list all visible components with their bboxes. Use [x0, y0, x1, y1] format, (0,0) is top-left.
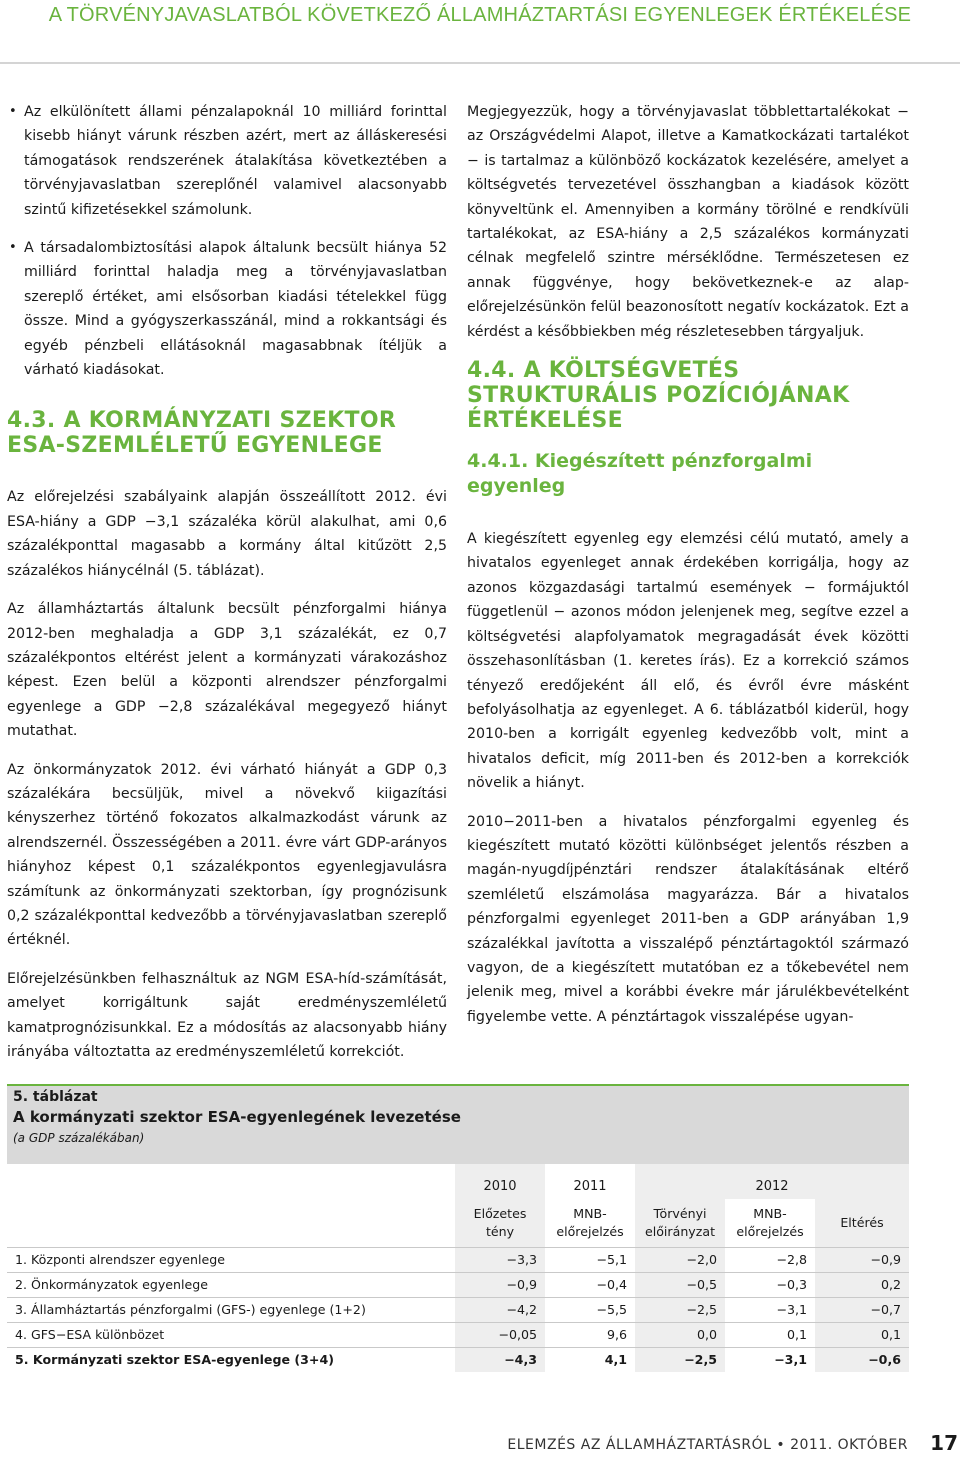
column-header: Törvényi előirányzat: [635, 1199, 725, 1247]
table-title: A kormányzati szektor ESA-egyenlegének levezetése: [13, 1108, 461, 1126]
year-header: 2010: [455, 1164, 545, 1199]
bullet-list: [7, 100, 447, 382]
row-label: 1. Központi alrendszer egyenlege: [7, 1247, 455, 1272]
year-header: 2011: [573, 1179, 607, 1194]
cell: −4,3: [455, 1347, 545, 1372]
column-header: MNB-előrejelzés: [556, 1205, 624, 1239]
cell: −2,5: [635, 1347, 725, 1372]
cell: −0,4: [545, 1272, 635, 1297]
cell: 9,6: [545, 1322, 635, 1347]
cell: −0,9: [455, 1272, 545, 1297]
year-header: 2012: [635, 1164, 909, 1199]
table-top-rule: [7, 1084, 909, 1086]
running-header: A TÖRVÉNYJAVASLATBÓL KÖVETKEZŐ ÁLLAMHÁZTARTÁSI EGYENLEGEK ÉRTÉKELÉSE: [48, 4, 912, 26]
cell: −0,5: [635, 1272, 725, 1297]
table-row: [7, 1272, 909, 1297]
cell: −3,3: [455, 1247, 545, 1272]
cell: −2,5: [635, 1297, 725, 1322]
cell: 0,1: [815, 1322, 909, 1347]
table-row: [7, 1247, 909, 1272]
paragraph: Megjegyezzük, hogy a törvényjavaslat többlettartalékokat − az Országvédelmi Alapot, illetve a Kamatkockázati tartalékot − is tartalmaz a különböző kockázatok kezelésére, amelyet a költségvetés tervezetével összhangban a kiadások között könyveltünk el. Amennyiben a kormány törölné e rendkívüli tartalékokat, az ESA-hiány a 2,5 százalékos kormányzati célnak megfelelő szintre mérséklődne. Természetesen ez annak függvénye, hogy bekövetkeznek-e az alap-előrejelzésünkön felül beazonosított negatív kockázatok. Ezt a kérdést a későbbiekben még részletesebben tárgyaljuk.: [467, 104, 909, 340]
year-header-row: [7, 1164, 909, 1199]
left-column: [7, 100, 447, 1078]
table-caption: [7, 1084, 909, 1164]
data-table: [7, 1164, 909, 1372]
cell: −0,6: [815, 1347, 909, 1372]
header-divider: [0, 62, 960, 64]
paragraph: Előrejelzésünkben felhasználtuk az NGM ESA-híd-számítását, amelyet korrigáltunk saját eredményszemléletű kamatprognózisunkkal. Ez a módosítás az alacsonyabb hiány irányába változtatta az eredményszemléletű korrekciót.: [7, 970, 447, 1060]
section-heading: 4.3. A KORMÁNYZATI SZEKTOR ESA-SZEMLÉLETŰ EGYENLEGE: [7, 408, 397, 459]
cell: −5,5: [545, 1297, 635, 1322]
cell: −0,7: [815, 1297, 909, 1322]
cell: −5,1: [545, 1247, 635, 1272]
paragraph: A kiegészített egyenleg egy elemzési célú mutató, amely a hivatalos egyenleget annak érdekében korrigálja, hogy az azonos közgazdasági tartalmú események − formájuktól függetlenül − azonos módon jelenjenek meg, segítve ezzel a költségvetési alapfolyamatok megragadását évek közötti összehasonlításban (1. keretes írás). Ez a korrekció számos tényező eredőjeként áll elő, és évről évre másként befolyásolhatja az egyenleget. A 6. táblázatból kiderül, hogy 2010-ben a korrigált egyenleg kedvezőbb volt, mint a hivatalos deficit, míg 2011-ben és 2012-ben a korrekciók növelik a hiányt.: [467, 531, 909, 792]
cell: −2,8: [725, 1247, 815, 1272]
table-row: [7, 1297, 909, 1322]
cell: −0,3: [725, 1272, 815, 1297]
column-header: Előzetes tény: [455, 1199, 545, 1247]
column-header: MNB-előrejelzés: [736, 1205, 804, 1239]
right-column: [467, 100, 909, 1043]
table-unit: (a GDP százalékában): [13, 1131, 145, 1145]
cell: −4,2: [455, 1297, 545, 1322]
table-row-total: [7, 1347, 909, 1372]
cell: −3,1: [725, 1347, 815, 1372]
paragraph: 2010−2011-ben a hivatalos pénzforgalmi egyenleg és kiegészített mutató közötti különbséget jelentős részben a magán-nyugdíjpénztári rendszer átalakításának eltérő szemléletű elszámolása magyarázza. Bár a hivatalos pénzforgalmi egyenleget 2011-ben a GDP arányában 1,9 százalékkal javította a visszalépő pénztártagoktól származó vagyon, de a kiegészített mutatóban ez a tőkebevétel nem jelenik meg, mivel a korábbi évekre már járulékbevételként figyelembe vette. A pénztártagok visszalépése ugyan-: [467, 813, 909, 1025]
cell: −0,05: [455, 1322, 545, 1347]
table-number: 5. táblázat: [13, 1089, 98, 1105]
cell: 0,1: [725, 1322, 815, 1347]
cell: −3,1: [725, 1297, 815, 1322]
column-header: Eltérés: [815, 1199, 909, 1247]
cell: 4,1: [545, 1347, 635, 1372]
cell: −2,0: [635, 1247, 725, 1272]
paragraph: Az államháztartás általunk becsült pénzforgalmi hiánya 2012-ben meghaladja a GDP 3,1 százalékát, ez 0,7 százalékpontos eltérést jelent a kormányzati várakozáshoz képest. Ezen belül a központi alrendszer pénzforgalmi egyenlege a GDP −2,8 százalékával megegyező hiányt mutathat.: [7, 601, 447, 740]
bullet-item: • A társadalombiztosítási alapok általunk becsült hiánya 52 milliárd forinttal haladja meg a törvényjavaslatban szereplő értéket, ami elsősorban kiadási tételekkel függ össze. Mind a gyógyszerkasszánál, mind a rokkantsági és egyéb pénzbeli ellátásoknál magasabbnak ítéljük a várható kiadásokat.: [7, 236, 447, 382]
row-label: 5. Kormányzati szektor ESA-egyenlege (3+4): [7, 1347, 455, 1372]
row-label: 2. Önkormányzatok egyenlege: [7, 1272, 455, 1297]
bullet-item: • Az elkülönített állami pénzalapoknál 10 milliárd forinttal kisebb hiányt várunk részben azért, mert az álláskeresési támogatások rendszerének átalakítása következtében a törvényjavaslatban szereplőnél valamivel alacsonyabb szintű kifizetésekkel számolunk.: [7, 100, 447, 222]
subsection-heading: 4.4.1. Kiegészített pénzforgalmi egyenleg: [467, 450, 813, 498]
column-header-row: [7, 1199, 909, 1247]
running-footer: ELEMZÉS AZ ÁLLAMHÁZTARTÁSRÓL • 2011. OKTÓBER: [507, 1437, 908, 1453]
table-5: [7, 1084, 909, 1372]
paragraph: Az előrejelzési szabályaink alapján összeállított 2012. évi ESA-hiány a GDP −3,1 százaléka körül alakulhat, ami 0,6 százalékponttal magasabb a kormány által kitűzött 2,5 százalékos hiánycélnál (5. táblázat).: [7, 489, 447, 579]
row-label: 3. Államháztartás pénzforgalmi (GFS-) egyenlege (1+2): [7, 1297, 455, 1322]
section-heading: 4.4. A KÖLTSÉGVETÉS STRUKTURÁLIS POZÍCIÓJÁNAK ÉRTÉKELÉSE: [467, 358, 850, 434]
cell: 0,0: [635, 1322, 725, 1347]
cell: 0,2: [815, 1272, 909, 1297]
row-label: 4. GFS−ESA különbözet: [7, 1322, 455, 1347]
page-number: 17: [930, 1431, 958, 1455]
table-row: [7, 1322, 909, 1347]
paragraph: Az önkormányzatok 2012. évi várható hiányát a GDP 0,3 százalékára becsüljük, mivel a növekvő kiigazítási kényszerhez történő fokozatos alkalmazkodást várunk az alrendszernél. Összességében a 2011. évre várt GDP-arányos hiányhoz képest 0,1 százalékpontos egyenlegjavulásra számítunk az önkormányzati szektorban, így prognózisunk 0,2 százalékponttal kedvezőbb a törvényjavaslatban szereplő értéknél.: [7, 761, 447, 949]
cell: −0,9: [815, 1247, 909, 1272]
